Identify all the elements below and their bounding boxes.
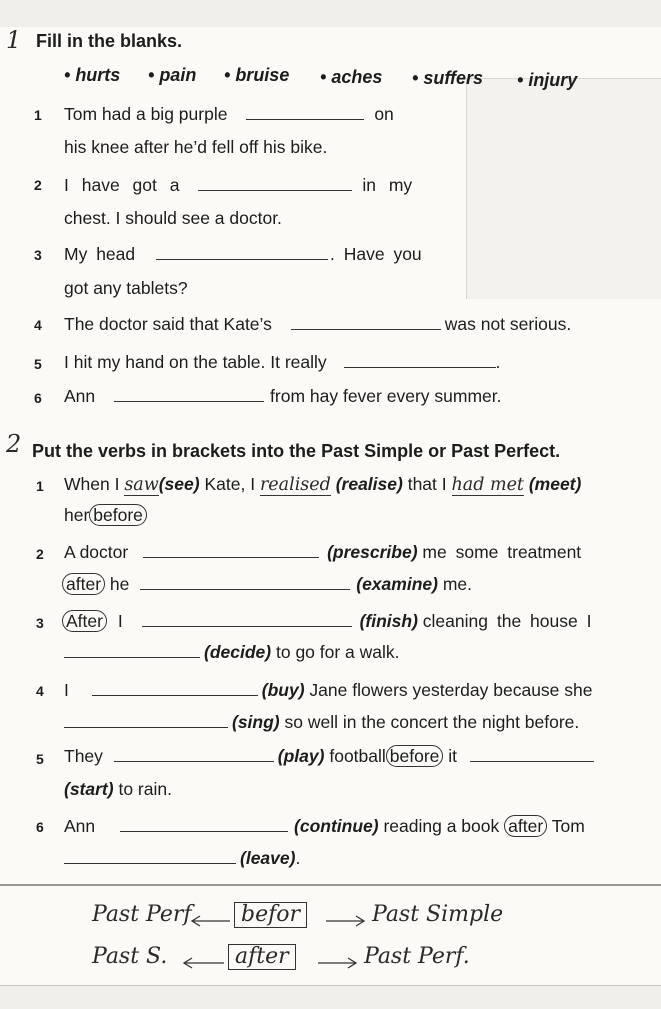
word-bank-item: • bruise: [224, 65, 290, 85]
ex1-number: 1: [6, 26, 22, 54]
arrow-right-icon: [326, 916, 366, 926]
ex2-title: Put the verbs in brackets into the Past Simple or Past Perfect.: [32, 441, 561, 461]
answer-blank[interactable]: [120, 817, 288, 832]
circled-word: after: [504, 815, 547, 837]
answer-blank[interactable]: [64, 713, 228, 728]
item-text: chest. I should see a doctor.: [64, 208, 282, 228]
item-number: 6: [36, 819, 44, 835]
item-number: 5: [34, 356, 42, 372]
answer-blank[interactable]: [92, 681, 258, 696]
item-text: (decide) to go for a walk.: [64, 642, 400, 663]
word-bank-item: • suffers: [412, 68, 484, 88]
ex1-title: Fill in the blanks.: [36, 31, 183, 51]
answer-blank[interactable]: [143, 543, 319, 558]
note-past-simple: Past Simple: [372, 902, 504, 927]
item-number: 2: [36, 546, 44, 562]
circled-word: After: [62, 610, 107, 632]
answer-blank[interactable]: [344, 353, 496, 368]
word-bank-item: • hurts: [64, 65, 121, 85]
item-text: A doctor (prescribe) me some treatment: [64, 542, 582, 562]
item-text: (leave).: [64, 848, 300, 869]
item-number: 2: [34, 177, 42, 193]
answer-blank[interactable]: [64, 849, 236, 864]
item-text: (start) to rain.: [64, 779, 172, 799]
item-text: her before: [64, 505, 147, 526]
note-past-perfect: Past Perf: [92, 902, 192, 927]
item-number: 1: [34, 107, 42, 123]
answer-blank[interactable]: [470, 747, 594, 762]
handwritten-answer: realised: [259, 475, 331, 495]
item-text: My head . Have you: [64, 244, 422, 264]
circled-word: before: [89, 504, 147, 526]
answer-blank[interactable]: [142, 612, 352, 627]
item-text: Ann from hay fever every summer.: [64, 386, 502, 406]
item-number: 3: [36, 615, 44, 631]
answer-blank[interactable]: [198, 176, 352, 191]
divider: [0, 985, 661, 986]
item-text: I hit my hand on the table. It really .: [64, 352, 501, 372]
item-number: 5: [36, 751, 44, 767]
divider: [0, 884, 661, 886]
answer-blank[interactable]: [64, 643, 200, 658]
answer-blank[interactable]: [114, 747, 274, 762]
item-number: 3: [34, 247, 42, 263]
ex2-number: 2: [6, 430, 22, 458]
handwritten-answer: had met: [451, 475, 524, 495]
item-text: I (buy) Jane flowers yesterday because she: [64, 680, 593, 700]
item-text: after he (examine) me.: [62, 574, 472, 595]
circled-word: before: [386, 745, 444, 767]
item-text: I have got a in my: [64, 175, 413, 195]
item-text: Ann (continue) reading a book after Tom: [64, 816, 585, 836]
item-text: The doctor said that Kate’s was not serious.: [64, 314, 572, 334]
item-number: 6: [34, 390, 42, 406]
item-number: 4: [34, 317, 42, 333]
item-number: 1: [36, 478, 44, 494]
answer-blank[interactable]: [140, 575, 350, 590]
word-bank-item: • aches: [320, 67, 383, 87]
item-number: 4: [36, 683, 44, 699]
arrow-right-icon: [318, 958, 358, 968]
note-box-after: after: [228, 944, 296, 970]
answer-blank[interactable]: [114, 387, 264, 402]
note-past-perfect-short: Past Perf.: [364, 944, 470, 969]
answer-blank[interactable]: [156, 245, 328, 260]
word-bank-item: • injury: [517, 70, 578, 90]
arrow-left-icon: [182, 958, 226, 968]
item-text: Tom had a big purple on: [64, 104, 394, 124]
item-text: his knee after he’d fell off his bike.: [64, 137, 328, 157]
item-text: got any tablets?: [64, 278, 188, 298]
word-bank-item: • pain: [148, 65, 197, 85]
note-box-befor: befor: [234, 902, 307, 928]
answer-blank[interactable]: [246, 105, 364, 120]
note-past-simple-short: Past S.: [92, 944, 168, 969]
arrow-left-icon: [190, 916, 232, 926]
item-text: When I saw(see) Kate, I realised (realise) that I had met (meet): [64, 474, 582, 495]
item-text: After I (finish) cleaning the house I: [62, 611, 591, 632]
item-text: (sing) so well in the concert the night before.: [64, 712, 579, 733]
page-shadow: [466, 78, 661, 299]
circled-word: after: [62, 573, 105, 595]
handwritten-answer: saw: [124, 475, 159, 495]
item-text: They (play) football before it: [64, 746, 594, 767]
answer-blank[interactable]: [291, 315, 441, 330]
